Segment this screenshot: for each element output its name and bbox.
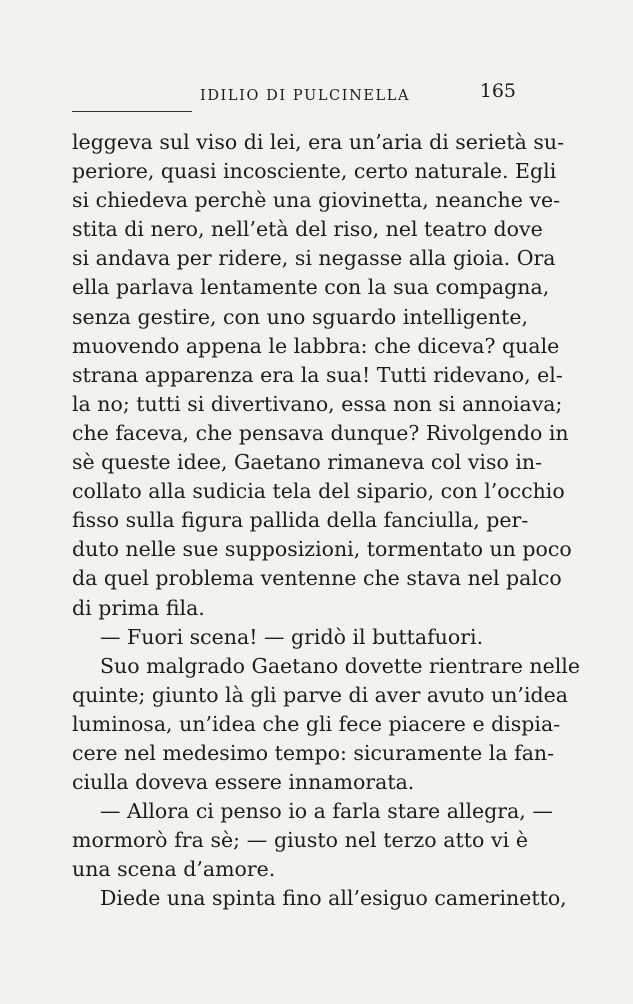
header-rule — [72, 111, 192, 112]
text-line: muovendo appena le labbra: che diceva? quale — [72, 333, 560, 358]
text-line: si andava per ridere, si negasse alla gioia. Ora — [72, 246, 556, 271]
running-title: IDILIO DI PULCINELLA — [200, 88, 411, 104]
text-line: — Allora ci penso io a farla stare allegra, — — [100, 799, 553, 824]
running-head — [70, 80, 530, 112]
text-line: ciulla doveva essere innamorata. — [72, 770, 415, 795]
text-line: duto nelle sue supposizioni, tormentato un poco — [72, 537, 572, 562]
text-line: ella parlava lentamente con la sua compagna, — [72, 275, 550, 300]
text-line: fisso sulla figura pallida della fanciulla, per- — [72, 508, 529, 533]
text-line: che faceva, che pensava dunque? Rivolgendo in — [72, 420, 569, 445]
page-number: 165 — [479, 80, 516, 102]
text-line: cere nel medesimo tempo: sicuramente la fan- — [72, 740, 555, 765]
text-line: collato alla sudicia tela del sipario, con l’occhio — [72, 479, 565, 504]
text-line: leggeva sul viso di lei, era un’aria di serietà su- — [72, 130, 565, 154]
text-line: sè queste idee, Gaetano rimaneva col viso in- — [72, 450, 543, 475]
text-line: Suo malgrado Gaetano dovette rientrare nelle — [100, 653, 580, 678]
text-line: periore, quasi incosciente, certo naturale. Egli — [72, 159, 557, 184]
text-line: quinte; giunto là gli parve di aver avuto un’idea — [72, 682, 568, 707]
text-line: Diede una spinta fino all’esiguo camerinetto, — [100, 886, 567, 911]
text-line: strana apparenza era la sua! Tutti ridevano, el- — [72, 362, 563, 387]
text-line: da quel problema ventenne che stava nel palco — [72, 566, 562, 591]
text-line: stita di nero, nell’età del riso, nel teatro dove — [72, 217, 543, 242]
text-line: senza gestire, con uno sguardo intelligente, — [72, 304, 528, 329]
text-line: di prima fila. — [72, 595, 205, 620]
text-line: una scena d’amore. — [72, 857, 276, 882]
text-line: luminosa, un’idea che gli fece piacere e dispia- — [72, 711, 561, 736]
text-line: la no; tutti si divertivano, essa non si annoiava; — [72, 391, 563, 416]
body-text — [72, 128, 580, 914]
text-line: — Fuori scena! — gridò il buttafuori. — [100, 624, 484, 649]
text-line: si chiedeva perchè una giovinetta, neanche ve- — [72, 188, 561, 213]
text-line: mormorò fra sè; — giusto nel terzo atto vi è — [72, 828, 528, 853]
